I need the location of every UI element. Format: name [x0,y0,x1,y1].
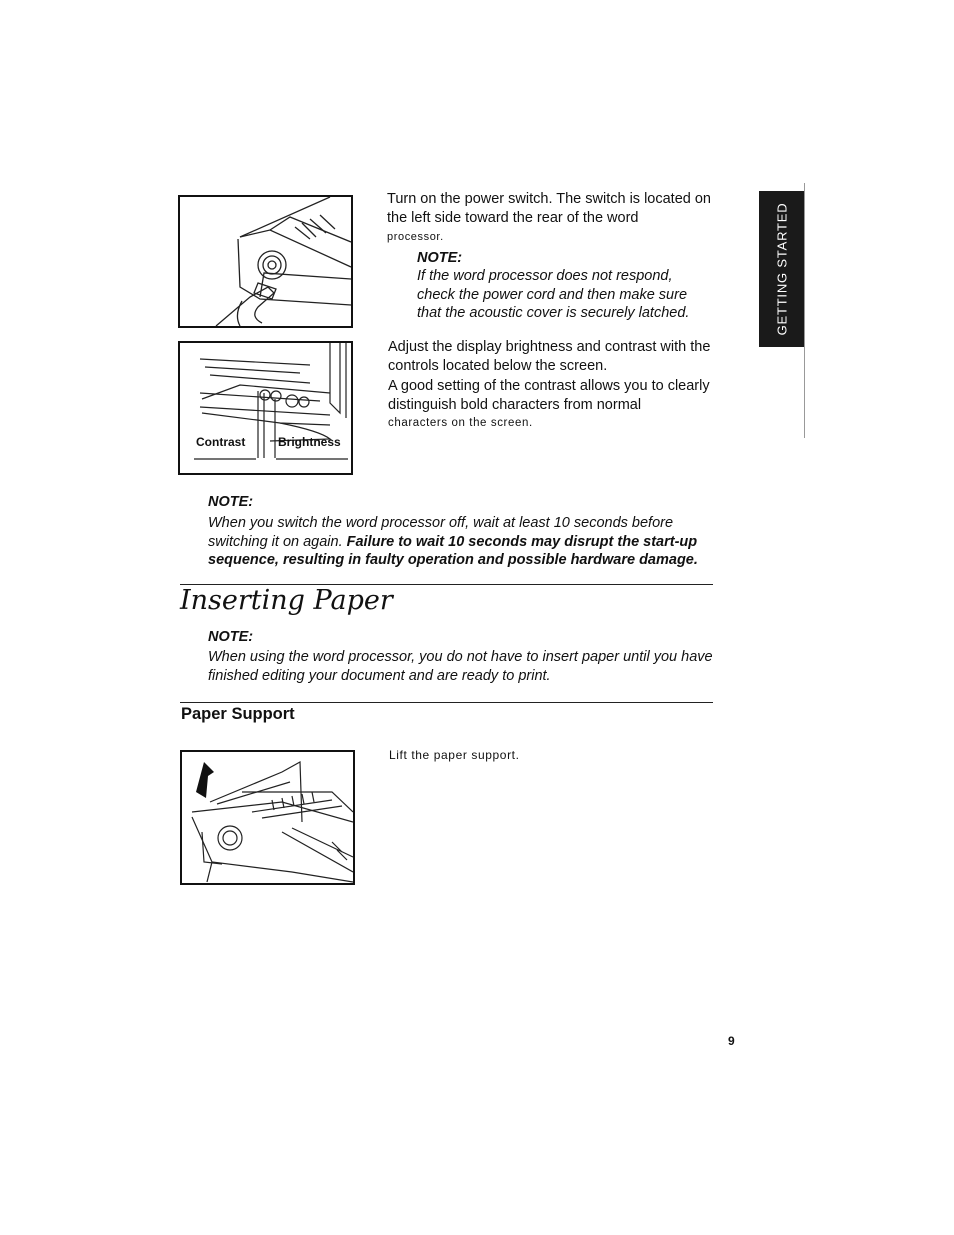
step1-note-text: If the word processor does not respond, check the power cord and then make sure that the acoustic cover is securely latched. [417,268,690,321]
page-number: 9 [728,1034,735,1048]
step1-instruction-end: processor. [387,231,444,243]
power-note-warning: Failure to wait 10 seconds may disrupt the start-up sequence, resulting in faulty operation and possible hardware damage. [208,533,698,568]
section-tab [759,191,805,347]
step2-contrast-tip: A good setting of the contrast allows you to clearly distinguish bold characters from normal [388,378,710,413]
section-note-text: When using the word processor, you do not have to insert paper until you have finished editing your document and are ready to print. [208,649,713,684]
step2-contrast-tip-end: characters on the screen. [388,417,533,429]
step1-note-label: NOTE: [417,250,463,266]
section-title: Inserting Paper [180,585,393,616]
figure-power-switch [178,195,353,328]
subsection-title: Paper Support [181,705,295,723]
power-note-plain: When you switch the word processor off, wait at least 10 seconds before switching it on again. [208,515,674,550]
section-tab-label: GETTING STARTED [774,202,790,336]
step2-instruction: Adjust the display brightness and contrast with the controls located below the screen. [388,339,711,374]
step2-text [388,338,718,433]
brightness-label: Brightness [278,435,341,449]
step1-instruction: Turn on the power switch. The switch is located on the left side toward the rear of the word [387,191,711,226]
power-note-text [208,514,733,570]
figure-paper-support [180,750,355,885]
step1-text [387,190,717,247]
side-divider [804,183,805,438]
section-note-label: NOTE: [208,629,254,645]
figure-display-controls [178,341,353,475]
power-note-label: NOTE: [208,494,254,510]
subsection-rule [180,702,713,703]
paper-support-step-text: Lift the paper support. [389,748,520,762]
contrast-label: Contrast [196,435,246,449]
